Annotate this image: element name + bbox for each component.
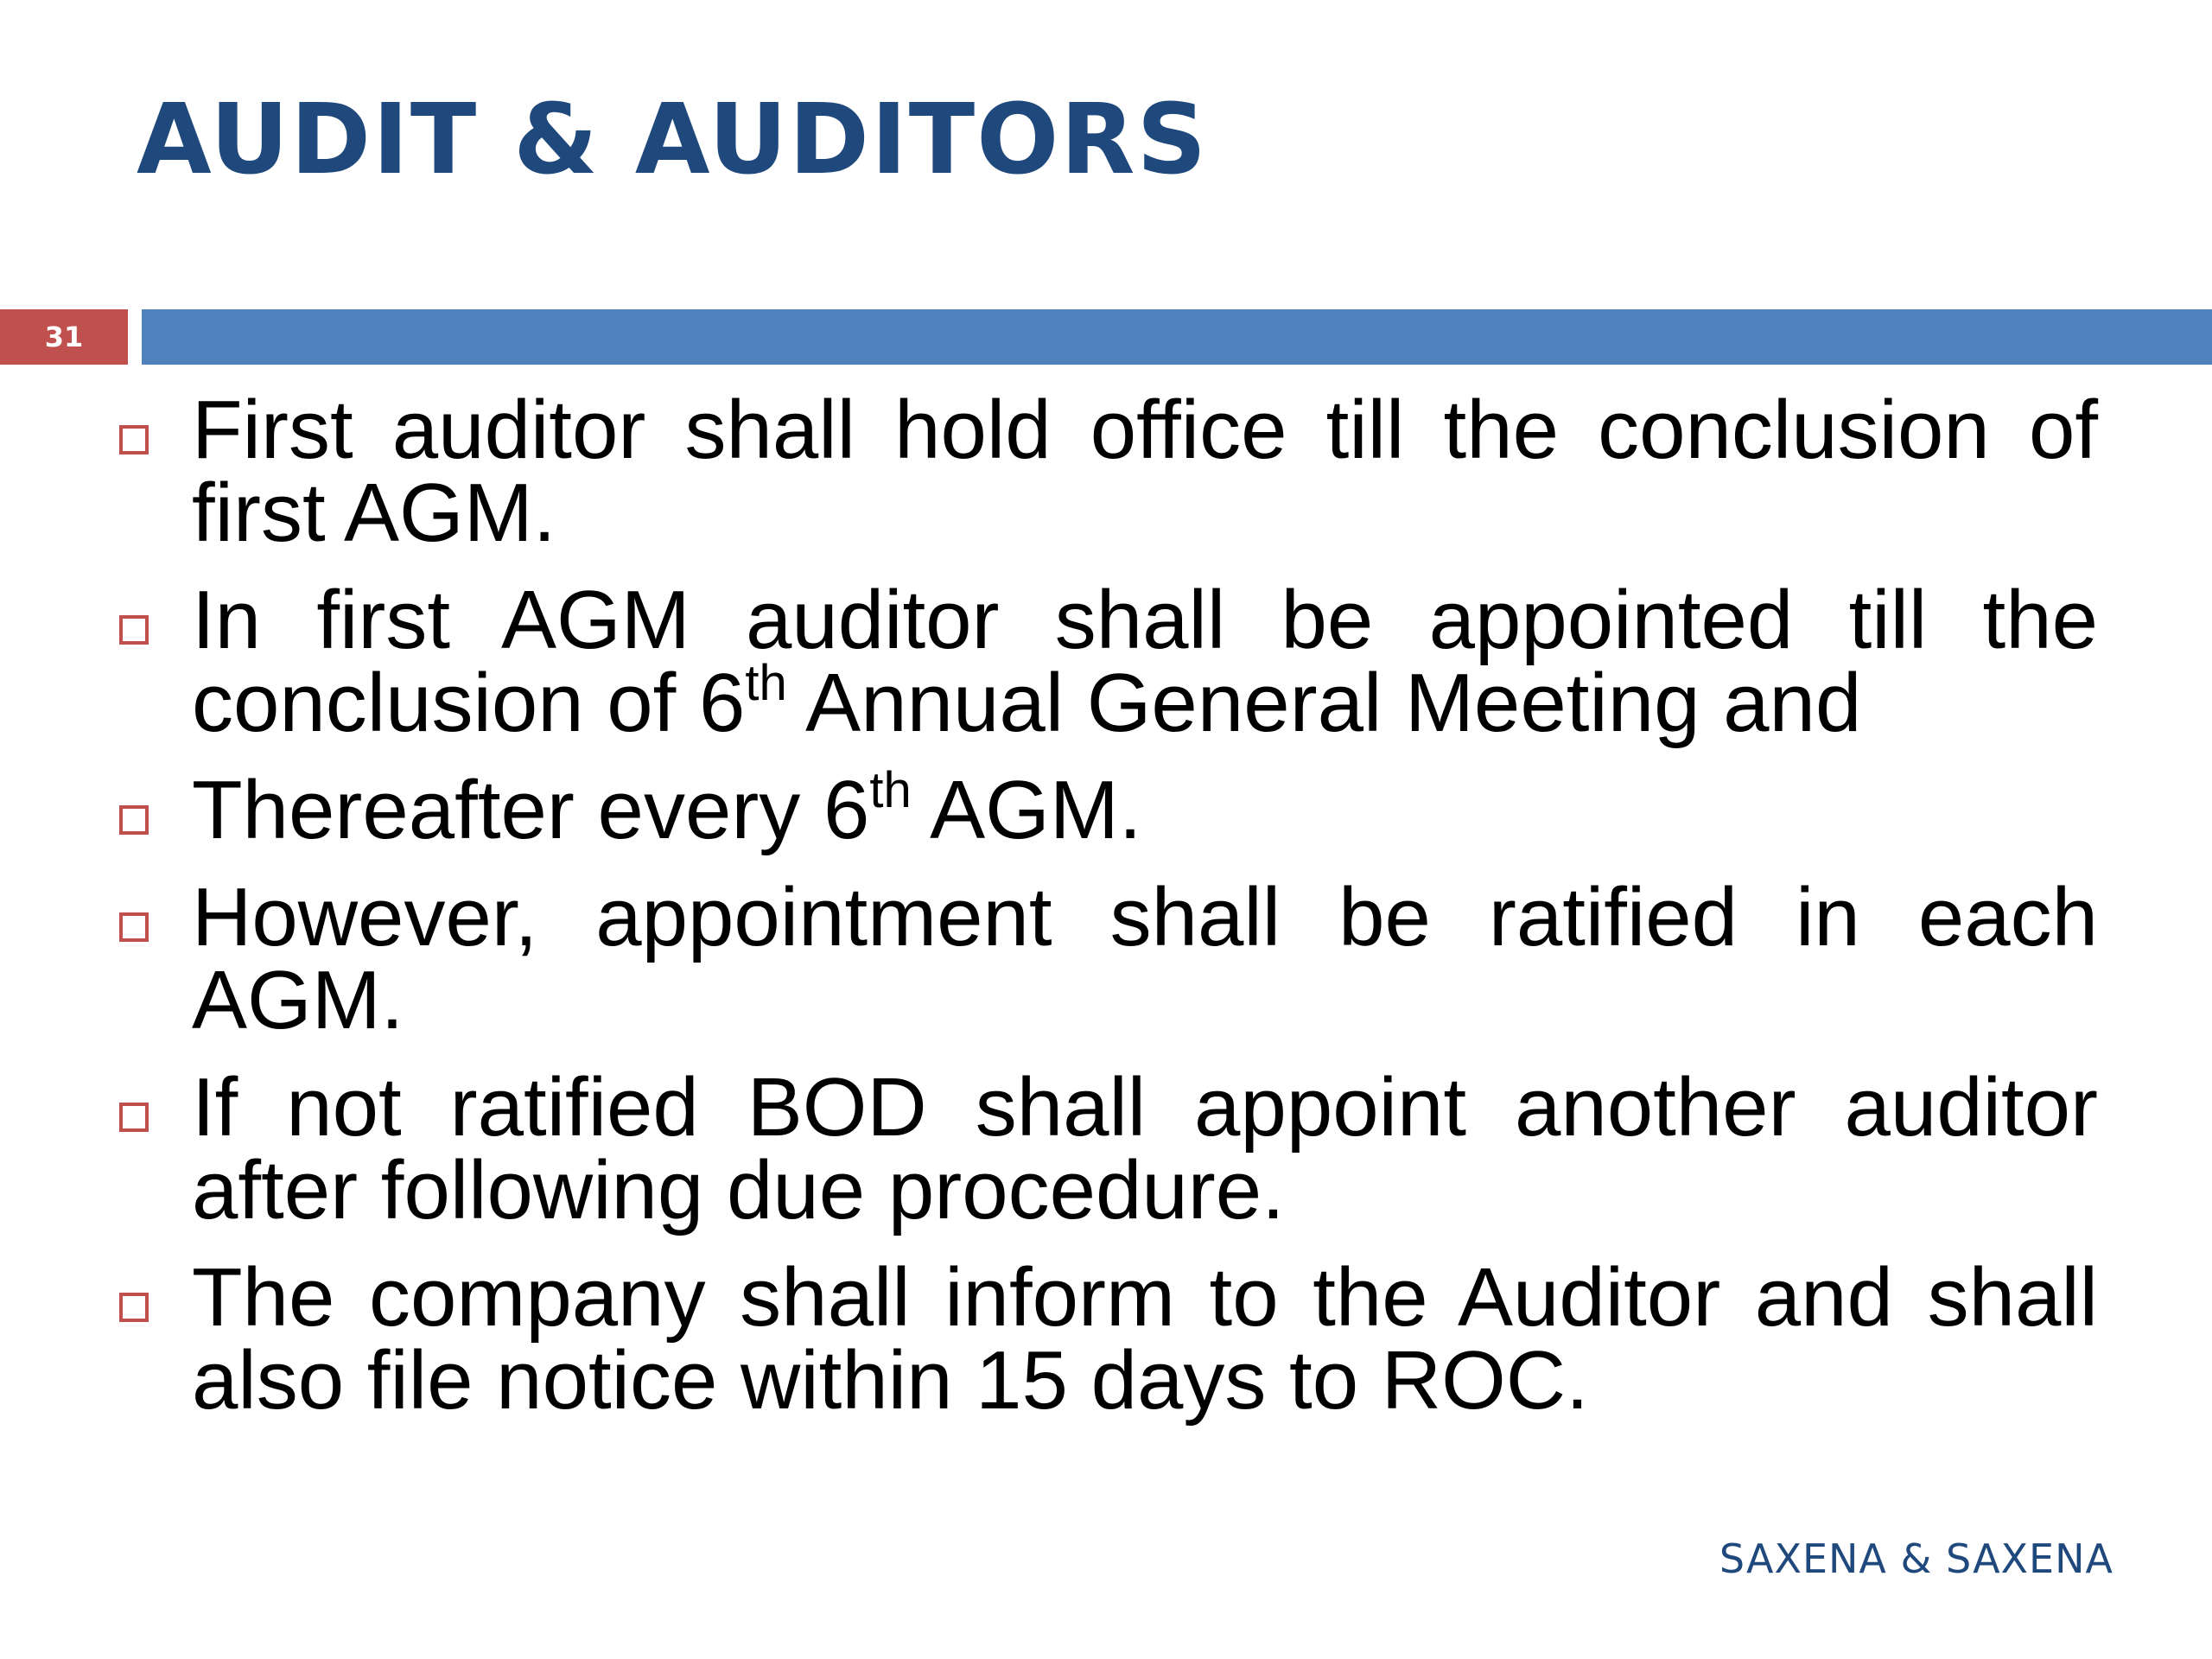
slide-title: AUDIT & AUDITORS bbox=[137, 84, 1209, 196]
slide-number-badge bbox=[0, 309, 128, 365]
bullet-item bbox=[192, 384, 2098, 559]
square-bullet-icon bbox=[119, 1103, 149, 1132]
bullet-item bbox=[192, 762, 2098, 856]
bullet-item bbox=[192, 1251, 2098, 1427]
ordinal-suffix: th bbox=[869, 762, 912, 819]
bullet-text: The company shall inform to the Auditor and shall also file notice within 15 days to ROC. bbox=[192, 1251, 2098, 1427]
bullet-item bbox=[192, 1061, 2098, 1236]
footer-firm-name: SAXENA & SAXENA bbox=[1719, 1535, 2113, 1582]
bullet-text: Thereafter every 6 bbox=[192, 764, 870, 856]
bullet-list bbox=[0, 384, 2212, 1446]
title-rule-bar bbox=[142, 309, 2212, 365]
square-bullet-icon bbox=[119, 615, 149, 645]
bullet-text: In first AGM auditor shall be appointed till the conclusion of 6 bbox=[192, 574, 2098, 749]
square-bullet-icon bbox=[119, 1293, 149, 1322]
bullet-text-continued: AGM. bbox=[911, 764, 1142, 856]
slide-number: 31 bbox=[44, 321, 84, 353]
bullet-text: If not ratified BOD shall appoint another auditor after following due procedure. bbox=[192, 1061, 2098, 1236]
square-bullet-icon bbox=[119, 425, 149, 454]
bullet-text: First auditor shall hold office till the conclusion of first AGM. bbox=[192, 384, 2098, 559]
bullet-text: However, appointment shall be ratified in each AGM. bbox=[192, 871, 2098, 1046]
bullet-item bbox=[192, 574, 2098, 749]
bullet-item bbox=[192, 871, 2098, 1046]
square-bullet-icon bbox=[119, 912, 149, 942]
ordinal-suffix: th bbox=[745, 655, 787, 712]
bullet-text-continued: Annual General Meeting and bbox=[786, 657, 1862, 749]
square-bullet-icon bbox=[119, 805, 149, 835]
